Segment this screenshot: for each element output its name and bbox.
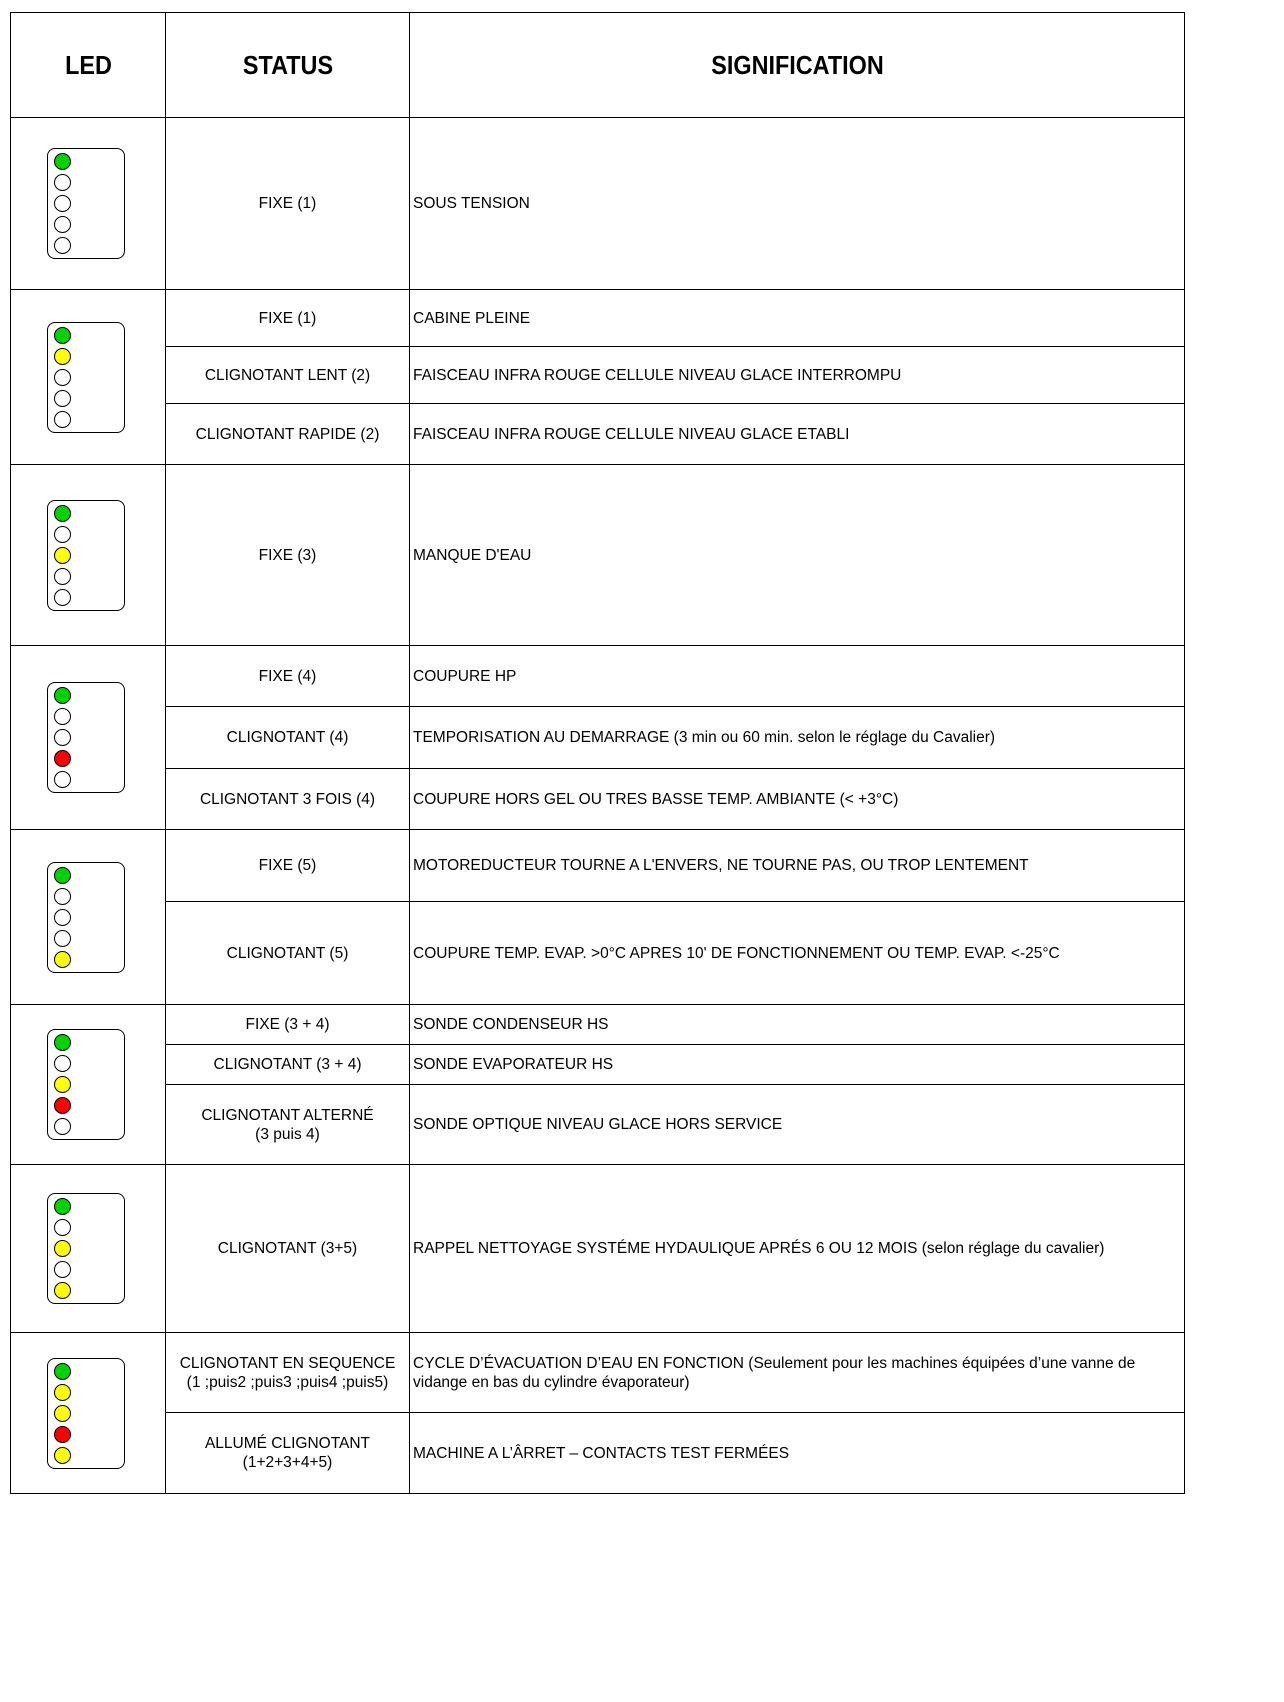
led-panel-icon — [47, 1358, 125, 1469]
table-row — [11, 707, 1185, 769]
led-panel-icon — [47, 500, 125, 611]
status-text: FIXE (1) — [258, 195, 317, 212]
signification-text: SONDE EVAPORATEUR HS — [413, 1056, 614, 1073]
signification-text: MOTOREDUCTEUR TOURNE A L'ENVERS, NE TOURNE PAS, OU TROP LENTEMENT — [413, 857, 1029, 874]
header-row — [11, 13, 1185, 118]
led-off-icon — [54, 589, 71, 606]
led-panel-icon — [47, 862, 125, 973]
signification-text: FAISCEAU INFRA ROUGE CELLULE NIVEAU GLACE ETABLI — [413, 425, 850, 443]
signification-cell — [410, 1045, 1185, 1085]
led-red-icon — [54, 1097, 71, 1114]
status-cell — [166, 902, 410, 1005]
status-cell — [166, 707, 410, 769]
table-row — [11, 1165, 1185, 1333]
status-text: FIXE (1) — [258, 309, 317, 327]
signification-text: MANQUE D'EAU — [413, 546, 532, 564]
signification-cell — [410, 830, 1185, 902]
table-row — [11, 404, 1185, 465]
status-cell — [166, 465, 410, 646]
led-indicator-cell — [11, 1005, 166, 1165]
led-off-icon — [54, 568, 71, 585]
status-cell — [166, 347, 410, 404]
led-indicator-cell — [11, 118, 166, 290]
signification-text: COUPURE HP — [413, 667, 517, 685]
signification-text: SONDE CONDENSEUR HS — [413, 1016, 609, 1033]
status-text: FIXE (3) — [258, 546, 317, 564]
signification-text: COUPURE HORS GEL OU TRES BASSE TEMP. AMBIANTE (< +3°C) — [413, 790, 899, 808]
signification-text: FAISCEAU INFRA ROUGE CELLULE NIVEAU GLACE INTERROMPU — [413, 366, 902, 384]
status-text: CLIGNOTANT (5) — [226, 944, 349, 962]
led-yellow-icon — [54, 1447, 71, 1464]
signification-text: TEMPORISATION AU DEMARRAGE (3 min ou 60 min. selon le réglage du Cavalier) — [413, 729, 996, 746]
status-text: CLIGNOTANT ALTERNÉ (3 puis 4) — [201, 1106, 374, 1143]
status-text: CLIGNOTANT EN SEQUENCE (1 ;puis2 ;puis3 ;puis4 ;puis5) — [179, 1354, 396, 1391]
signification-cell — [410, 118, 1185, 290]
led-panel-icon — [47, 1193, 125, 1304]
header-led: LED — [18, 13, 158, 118]
status-text: CLIGNOTANT (3+5) — [217, 1240, 358, 1257]
signification-text: COUPURE TEMP. EVAP. >0°C APRES 10' DE FONCTIONNEMENT OU TEMP. EVAP. <-25°C — [413, 944, 1060, 962]
signification-text: CYCLE D’ÉVACUATION D’EAU EN FONCTION (Seulement pour les machines équipées d’une vanne de vidange en bas du cylindre évaporateur) — [413, 1354, 1136, 1391]
led-yellow-icon — [54, 1076, 71, 1093]
signification-cell — [410, 1413, 1185, 1494]
signification-text: SONDE OPTIQUE NIVEAU GLACE HORS SERVICE — [413, 1116, 783, 1133]
led-indicator-cell — [11, 290, 166, 465]
led-off-icon — [54, 195, 71, 212]
table-row — [11, 465, 1185, 646]
status-text: CLIGNOTANT 3 FOIS (4) — [199, 790, 376, 808]
led-panel-icon — [47, 322, 125, 433]
led-off-icon — [54, 411, 71, 428]
led-off-icon — [54, 708, 71, 725]
signification-cell — [410, 1333, 1185, 1413]
signification-cell — [410, 1165, 1185, 1333]
signification-cell — [410, 707, 1185, 769]
signification-cell — [410, 1005, 1185, 1045]
led-off-icon — [54, 771, 71, 788]
table-row — [11, 347, 1185, 404]
status-text: CLIGNOTANT RAPIDE (2) — [195, 425, 380, 443]
status-cell — [166, 404, 410, 465]
led-indicator-cell — [11, 646, 166, 830]
led-off-icon — [54, 237, 71, 254]
table-row — [11, 290, 1185, 347]
status-cell — [166, 1085, 410, 1165]
status-text: FIXE (4) — [258, 667, 317, 685]
status-cell — [166, 646, 410, 707]
led-yellow-icon — [54, 547, 71, 564]
led-off-icon — [54, 1261, 71, 1278]
table-row — [11, 1333, 1185, 1413]
led-off-icon — [54, 526, 71, 543]
led-indicator-cell — [11, 465, 166, 646]
signification-text: SOUS TENSION — [413, 195, 530, 212]
led-red-icon — [54, 1426, 71, 1443]
led-green-icon — [54, 505, 71, 522]
status-text: ALLUMÉ CLIGNOTANT (1+2+3+4+5) — [204, 1435, 371, 1471]
led-off-icon — [54, 930, 71, 947]
signification-text: CABINE PLEINE — [413, 309, 531, 327]
led-green-icon — [54, 1034, 71, 1051]
table-row — [11, 1045, 1185, 1085]
signification-cell — [410, 404, 1185, 465]
status-cell — [166, 1165, 410, 1333]
signification-cell — [410, 347, 1185, 404]
led-off-icon — [54, 909, 71, 926]
signification-cell — [410, 646, 1185, 707]
status-text: CLIGNOTANT LENT (2) — [204, 366, 371, 384]
table-body — [11, 118, 1185, 1494]
status-text: CLIGNOTANT (4) — [226, 729, 349, 746]
table-row — [11, 830, 1185, 902]
table-row — [11, 1005, 1185, 1045]
led-yellow-icon — [54, 951, 71, 968]
led-panel-icon — [47, 148, 125, 259]
status-cell — [166, 1045, 410, 1085]
led-yellow-icon — [54, 1384, 71, 1401]
signification-cell — [410, 902, 1185, 1005]
table-row — [11, 118, 1185, 290]
signification-cell — [410, 1085, 1185, 1165]
led-red-icon — [54, 750, 71, 767]
status-cell — [166, 290, 410, 347]
status-text: CLIGNOTANT (3 + 4) — [213, 1056, 362, 1073]
status-cell — [166, 1333, 410, 1413]
led-off-icon — [54, 174, 71, 191]
led-indicator-cell — [11, 1333, 166, 1494]
led-indicator-cell — [11, 830, 166, 1005]
led-green-icon — [54, 1198, 71, 1215]
signification-cell — [410, 290, 1185, 347]
table-row — [11, 902, 1185, 1005]
status-text: FIXE (3 + 4) — [245, 1016, 330, 1033]
signification-text: RAPPEL NETTOYAGE SYSTÉME HYDAULIQUE APRÉS 6 OU 12 MOIS (selon réglage du cavalier) — [413, 1240, 1105, 1257]
header-status: STATUS — [178, 13, 398, 118]
led-off-icon — [54, 1055, 71, 1072]
status-cell — [166, 118, 410, 290]
led-green-icon — [54, 687, 71, 704]
table-row — [11, 646, 1185, 707]
led-yellow-icon — [54, 348, 71, 365]
signification-text: MACHINE A L’ÂRRET – CONTACTS TEST FERMÉES — [413, 1444, 790, 1462]
status-cell — [166, 830, 410, 902]
header-signification: SIGNIFICATION — [448, 13, 1146, 118]
led-off-icon — [54, 369, 71, 386]
table-row — [11, 1413, 1185, 1494]
led-yellow-icon — [54, 1405, 71, 1422]
led-yellow-icon — [54, 1240, 71, 1257]
led-off-icon — [54, 1118, 71, 1135]
status-cell — [166, 769, 410, 830]
led-panel-icon — [47, 682, 125, 793]
led-green-icon — [54, 1363, 71, 1380]
led-off-icon — [54, 729, 71, 746]
led-off-icon — [54, 888, 71, 905]
led-green-icon — [54, 327, 71, 344]
led-green-icon — [54, 867, 71, 884]
signification-cell — [410, 465, 1185, 646]
table-row — [11, 769, 1185, 830]
status-cell — [166, 1413, 410, 1494]
led-green-icon — [54, 153, 71, 170]
led-indicator-cell — [11, 1165, 166, 1333]
led-panel-icon — [47, 1029, 125, 1140]
led-off-icon — [54, 216, 71, 233]
led-yellow-icon — [54, 1282, 71, 1299]
status-text: FIXE (5) — [258, 857, 317, 874]
status-cell — [166, 1005, 410, 1045]
signification-cell — [410, 769, 1185, 830]
led-off-icon — [54, 390, 71, 407]
table-row — [11, 1085, 1185, 1165]
led-off-icon — [54, 1219, 71, 1236]
led-status-table — [10, 12, 1185, 1494]
